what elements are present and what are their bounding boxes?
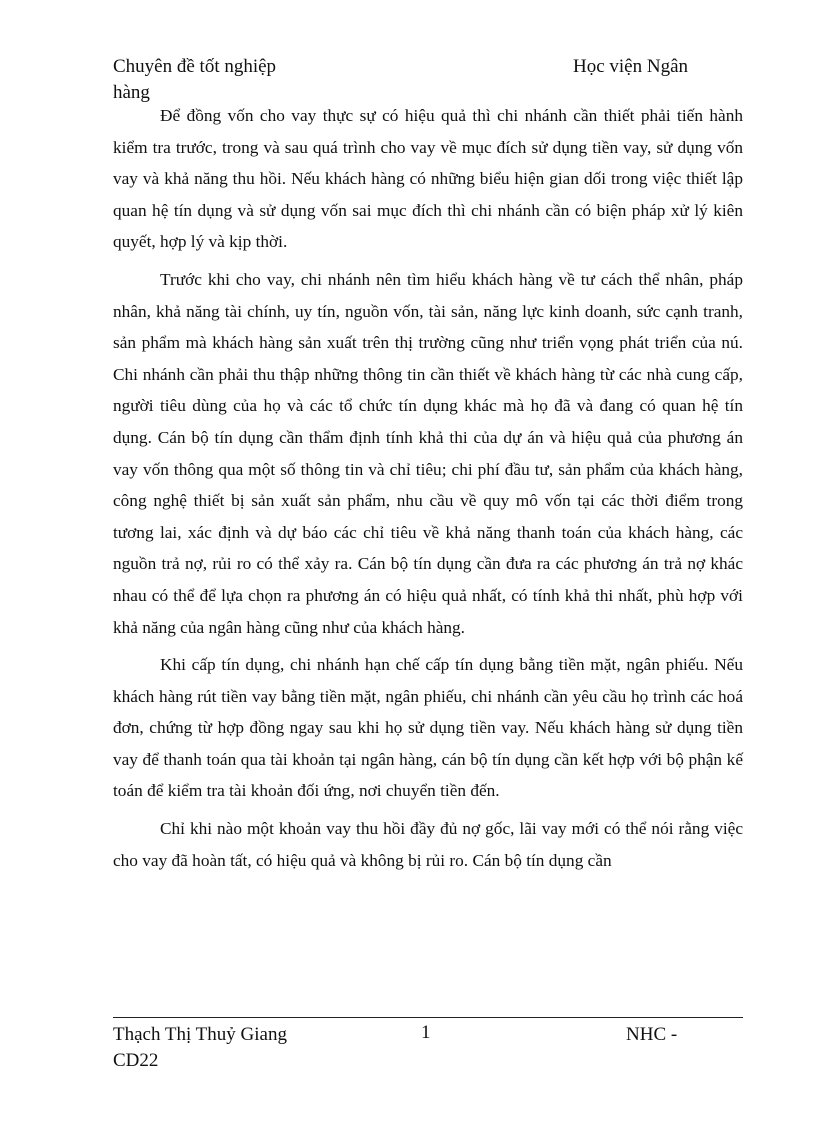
footer-divider [113,1017,743,1018]
paragraph-4: Chỉ khi nào một khoản vay thu hồi đầy đủ nợ gốc, lãi vay mới có thể nói rằng việc cho vay đã hoàn tất, có hiệu quả và không bị rủi ro. Cán bộ tín dụng cần [113,819,743,870]
page-number: 1 [421,1022,431,1043]
header-title-right: Học viện Ngân [573,56,689,77]
footer-author: Thạch Thị Thuỷ Giang [113,1024,287,1045]
header-title-left: Chuyên đề tốt nghiệp [113,56,277,77]
footer-class-wrap: CD22 [113,1050,159,1071]
header-title-wrap: hàng [113,82,150,103]
document-body [113,100,743,882]
paragraph-2: Trước khi cho vay, chi nhánh nên tìm hiểu khách hàng về tư cách thể nhân, pháp nhân, khả năng tài chính, uy tín, nguồn vốn, tài sản, năng lực kinh doanh, sức cạnh tranh, sản phẩm mà khách hàng sản xuất trên thị trường cũng như triển vọng phát triển của nú. Chi nhánh cần phải thu thập những thông tin cần thiết về khách hàng từ các nhà cung cấp, người tiêu dùng của họ và các tổ chức tín dụng khác mà họ đã và đang có quan hệ tín dụng. Cán bộ tín dụng cần thẩm định tính khả thi của dự án và hiệu quả của phương án vay vốn thông qua một số thông tin và chỉ tiêu; chi phí đầu tư, sản phẩm của khách hàng, công nghệ thiết bị sản xuất sản phẩm, nhu cầu về quy mô vốn tại các thời điểm trong tương lai, xác định và dự báo các chỉ tiêu về khả năng thanh toán của khách hàng, các nguồn trả nợ, rủi ro có thể xảy ra. Cán bộ tín dụng cần đưa ra các phương án trả nợ khác nhau có thể để lựa chọn ra phương án có hiệu quả nhất, có tính khả thi nhất, phù hợp với khả năng của ngân hàng cũng như của khách hàng. [113,269,743,637]
paragraph-1: Để đồng vốn cho vay thực sự có hiệu quả thì chi nhánh cần thiết phải tiến hành kiểm tra trước, trong và sau quá trình cho vay về mục đích sử dụng tiền vay, sử dụng vốn vay và khả năng thu hồi. Nếu khách hàng có những biểu hiện gian dối trong việc thiết lập quan hệ tín dụng và sử dụng vốn sai mục đích thì chi nhánh cần có biện pháp xử lý kiên quyết, hợp lý và kịp thời. [113,106,743,252]
footer-class: NHC - [626,1024,678,1045]
paragraph-3: Khi cấp tín dụng, chi nhánh hạn chế cấp tín dụng bằng tiền mặt, ngân phiếu. Nếu khách hàng rút tiền vay bằng tiền mặt, ngân phiếu, chi nhánh cần yêu cầu họ trình các hoá đơn, chứng từ hợp đồng ngay sau khi họ sử dụng tiền vay. Nếu khách hàng sử dụng tiền vay để thanh toán qua tài khoản tại ngân hàng, cán bộ tín dụng cần kết hợp với bộ phận kế toán để kiểm tra tài khoản đối ứng, nơi chuyển tiền đến. [113,655,743,801]
